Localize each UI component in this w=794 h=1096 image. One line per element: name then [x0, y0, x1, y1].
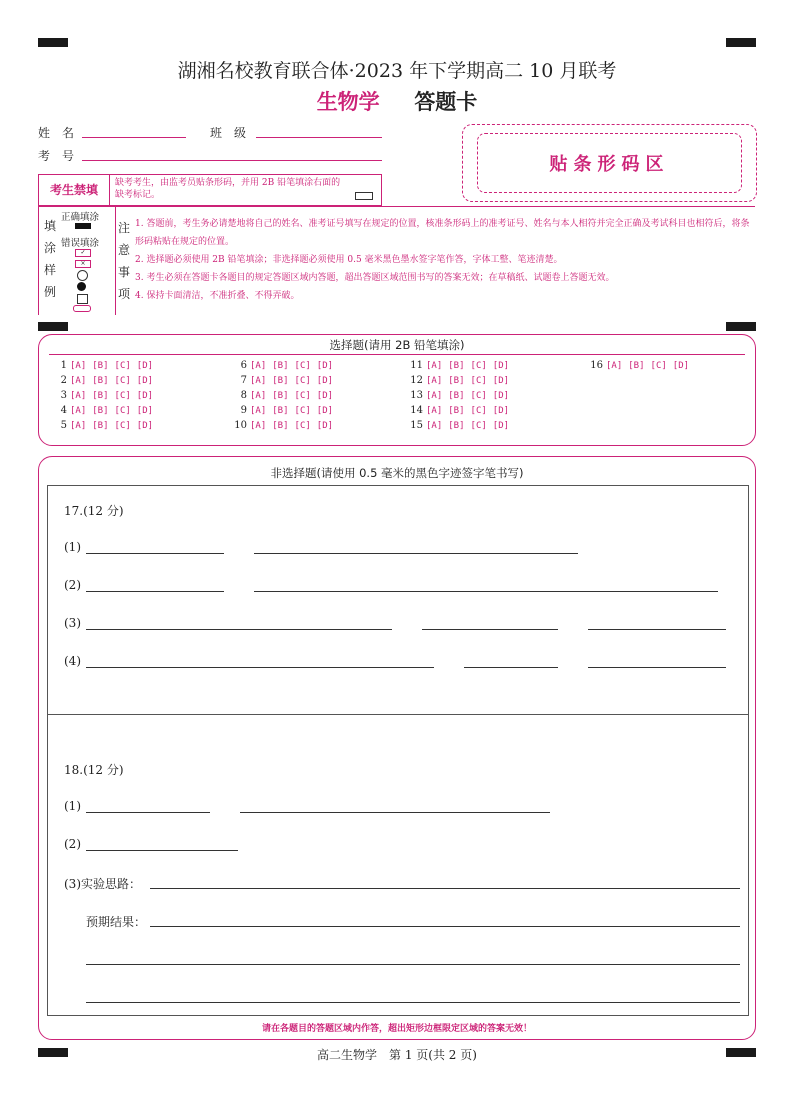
choice-bubble[interactable]: [B] — [448, 361, 465, 371]
q18-2-answer-line[interactable] — [86, 850, 238, 851]
q18-1-answer-line-b[interactable] — [240, 812, 550, 813]
q17-4-answer-line-a[interactable] — [86, 667, 434, 668]
choice-bubble[interactable]: [D] — [492, 391, 510, 401]
choice-row — [233, 420, 339, 431]
choice-bubble[interactable]: [D] — [492, 421, 510, 431]
q17-4-answer-line-c[interactable] — [588, 667, 726, 668]
choice-bubble[interactable]: [B] — [92, 406, 109, 416]
notes-label-2: 意 — [117, 243, 130, 257]
choice-bubble[interactable]: [A] — [426, 391, 443, 401]
q17-3-answer-line-a[interactable] — [86, 629, 392, 630]
q18-item-1-label: (1) — [64, 799, 81, 813]
choice-row — [233, 360, 339, 371]
choice-bubble[interactable]: [D] — [136, 391, 154, 401]
question-number: 7 — [240, 375, 247, 386]
wrong-fill-cross-icon: × — [75, 260, 91, 268]
choice-bubble[interactable]: [C] — [294, 406, 311, 416]
sample-label-4: 例 — [43, 285, 56, 299]
q18-heading: 18.(12 分) — [64, 763, 124, 777]
sample-label-1: 填 — [43, 219, 56, 233]
choice-bubble[interactable]: [C] — [114, 391, 131, 401]
choice-bubble[interactable]: [C] — [470, 361, 487, 371]
q17-item-2-label: (2) — [64, 578, 81, 592]
question-number: 10 — [234, 420, 247, 431]
page-footer: 高二生物学 第 1 页(共 2 页) — [317, 1048, 477, 1062]
class-label: 班 级 — [210, 126, 247, 140]
choice-bubble[interactable]: [B] — [92, 376, 109, 386]
choice-bubble[interactable]: [A] — [250, 391, 267, 401]
notes-label-3: 事 — [117, 265, 130, 279]
question-number: 16 — [590, 360, 603, 371]
notes-list — [135, 215, 751, 305]
q17-answer-box — [47, 485, 749, 715]
choice-bubble[interactable]: [C] — [650, 361, 667, 371]
choice-bubble[interactable]: [B] — [92, 361, 109, 371]
choice-bubble[interactable]: [C] — [114, 406, 131, 416]
question-number: 5 — [60, 420, 67, 431]
choice-bubble[interactable]: [B] — [628, 361, 645, 371]
choice-bubble[interactable]: [A] — [426, 376, 443, 386]
instructions-box — [38, 206, 755, 315]
choice-bubble[interactable]: [C] — [114, 421, 131, 431]
choice-row — [409, 375, 515, 386]
choice-bubble[interactable]: [D] — [316, 391, 334, 401]
sample-label-3: 样 — [43, 263, 56, 277]
choice-bubble[interactable]: [A] — [70, 406, 87, 416]
note-item: 3. 考生必须在答题卡各题目的规定答题区域内答题，超出答题区域范围书写的答案无效；在草稿纸、试题卷上答题无效。 — [135, 273, 615, 283]
q18-answer-box — [47, 713, 749, 1016]
choice-row — [409, 390, 515, 401]
choice-bubble[interactable]: [A] — [606, 361, 623, 371]
choice-bubble[interactable]: [A] — [70, 361, 87, 371]
q18-result-label: 预期结果： — [86, 915, 147, 929]
q18-1-answer-line-a[interactable] — [86, 812, 210, 813]
choice-bubble[interactable]: [C] — [294, 376, 311, 386]
choice-bubble[interactable]: [B] — [92, 391, 109, 401]
choice-bubble[interactable]: [C] — [114, 361, 131, 371]
question-number: 4 — [60, 405, 67, 416]
choice-bubble[interactable]: [D] — [492, 361, 510, 371]
choice-row — [233, 390, 339, 401]
question-number: 1 — [60, 360, 67, 371]
choice-row — [409, 420, 515, 431]
choice-bubble[interactable]: [A] — [250, 406, 267, 416]
choice-bubble[interactable]: [B] — [272, 421, 289, 431]
exam-title: 湖湘名校教育联合体·2023 年下学期高二 10 月联考 — [177, 60, 617, 82]
choice-row — [53, 420, 159, 431]
choice-row — [53, 375, 159, 386]
q17-3-answer-line-b[interactable] — [422, 629, 558, 630]
subject-name: 生物学 — [316, 89, 380, 114]
choice-bubble[interactable]: [D] — [136, 376, 154, 386]
choice-bubble[interactable]: [D] — [316, 406, 334, 416]
choice-bubble[interactable]: [A] — [70, 421, 87, 431]
q17-item-3-label: (3) — [64, 616, 81, 630]
q17-3-answer-line-c[interactable] — [588, 629, 726, 630]
choice-bubble[interactable]: [C] — [470, 421, 487, 431]
choice-section-title: 选择题(请用 2B 铅笔填涂) — [329, 338, 465, 352]
q17-item-1-label: (1) — [64, 540, 81, 554]
question-number: 12 — [410, 375, 423, 386]
choice-bubble[interactable]: [C] — [294, 361, 311, 371]
note-item: 2. 选择题必须使用 2B 铅笔填涂；非选择题必须使用 0.5 毫米黑色墨水签字笔作答，字体工整、笔迹清楚。 — [135, 255, 563, 265]
registration-mark — [726, 322, 756, 331]
q17-item-4-label: (4) — [64, 654, 81, 668]
choice-bubble[interactable]: [D] — [136, 421, 154, 431]
exam-number-field[interactable] — [82, 160, 382, 161]
question-number: 15 — [410, 420, 423, 431]
wrong-fill-dot-icon — [77, 282, 86, 291]
note-item: 4. 保持卡面清洁，不准折叠、不得弄破。 — [135, 291, 300, 301]
question-number: 13 — [410, 390, 423, 401]
choice-bubble[interactable]: [C] — [470, 406, 487, 416]
barcode-label: 贴条形码区 — [477, 133, 742, 193]
q17-4-answer-line-b[interactable] — [464, 667, 558, 668]
nonchoice-section — [38, 456, 756, 1040]
choice-bubble[interactable]: [B] — [448, 376, 465, 386]
choice-bubble[interactable]: [A] — [70, 391, 87, 401]
wrong-fill-check-icon: ✓ — [75, 249, 91, 257]
choice-row — [233, 375, 339, 386]
name-field[interactable] — [82, 137, 186, 138]
question-number: 3 — [60, 390, 67, 401]
q17-heading: 17.(12 分) — [64, 504, 124, 518]
q17-2-answer-line-b[interactable] — [254, 591, 718, 592]
choice-bubble[interactable]: [A] — [250, 376, 267, 386]
question-number: 6 — [240, 360, 247, 371]
correct-fill-label: 正确填涂 — [61, 212, 100, 223]
choice-bubble[interactable]: [D] — [316, 421, 334, 431]
class-field[interactable] — [256, 137, 382, 138]
q17-2-answer-line-a[interactable] — [86, 591, 224, 592]
choice-bubble[interactable]: [C] — [294, 421, 311, 431]
choice-bubble[interactable]: [C] — [470, 391, 487, 401]
choice-bubble[interactable]: [D] — [136, 406, 154, 416]
notes-label-1: 注 — [117, 221, 130, 235]
q17-1-answer-line-a[interactable] — [86, 553, 224, 554]
choice-bubble[interactable]: [A] — [426, 421, 443, 431]
question-number: 8 — [240, 390, 247, 401]
choice-section — [38, 334, 756, 446]
choice-bubble[interactable]: [B] — [448, 391, 465, 401]
q17-1-answer-line-b[interactable] — [254, 553, 578, 554]
card-label: 答题卡 — [414, 89, 478, 114]
registration-mark — [38, 322, 68, 331]
choice-bubble[interactable]: [B] — [272, 361, 289, 371]
question-number: 9 — [240, 405, 247, 416]
note-item: 1. 答题前，考生务必请楚地将自己的姓名、准考证号填写在规定的位置，核准条形码上的准考证号、姓名与本人相符并完全正确及考试科目也相符后，将条形码粘贴在规定的位置。 — [135, 219, 750, 247]
choice-bubble[interactable]: [B] — [272, 376, 289, 386]
wrong-fill-label: 错误填涂 — [61, 238, 100, 249]
choice-bubble[interactable]: [C] — [294, 391, 311, 401]
absent-label: 考生禁填 — [39, 175, 110, 205]
choice-bubble[interactable]: [C] — [470, 376, 487, 386]
choice-bubble[interactable]: [A] — [250, 421, 267, 431]
choice-bubble[interactable]: [B] — [272, 406, 289, 416]
absent-text: 缺考考生，由监考员贴条形码，并用 2B 铅笔填涂右面的缺考标记。 — [115, 178, 341, 200]
choice-bubble[interactable]: [D] — [492, 376, 510, 386]
exam-number-label: 考 号 — [38, 149, 75, 163]
choice-bubble[interactable]: [D] — [672, 361, 690, 371]
registration-mark — [726, 38, 756, 47]
choice-bubble[interactable]: [B] — [272, 391, 289, 401]
choice-row — [409, 360, 515, 371]
choice-bubble[interactable]: [A] — [426, 361, 443, 371]
choice-row — [53, 390, 159, 401]
q18-result-line[interactable] — [86, 1002, 740, 1003]
choice-bubble[interactable]: [D] — [492, 406, 510, 416]
question-number: 14 — [410, 405, 423, 416]
wrong-fill-partial-icon — [77, 294, 88, 304]
choice-bubble[interactable]: [A] — [250, 361, 267, 371]
q18-result-line[interactable] — [150, 926, 740, 927]
choice-bubble[interactable]: [B] — [448, 406, 465, 416]
choice-row — [589, 360, 695, 371]
correct-fill-sample — [75, 223, 91, 229]
card-title — [0, 86, 794, 116]
q18-item-2-label: (2) — [64, 837, 81, 851]
choice-row — [233, 405, 339, 416]
sample-label-2: 涂 — [43, 241, 56, 255]
choice-row — [53, 360, 159, 371]
notes-label-4: 项 — [117, 287, 130, 301]
choice-bubble[interactable]: [A] — [426, 406, 443, 416]
q18-result-line[interactable] — [86, 964, 740, 965]
barcode-area — [462, 124, 757, 202]
question-number: 11 — [410, 360, 423, 371]
q18-item-3-label: (3)实验思路： — [64, 877, 141, 891]
choice-bubble[interactable]: [A] — [70, 376, 87, 386]
q18-3-answer-line[interactable] — [150, 888, 740, 889]
name-label: 姓 名 — [38, 126, 75, 140]
choice-bubble[interactable]: [B] — [448, 421, 465, 431]
choice-row — [409, 405, 515, 416]
absent-mark-box[interactable] — [355, 192, 373, 200]
choice-row — [53, 405, 159, 416]
wrong-fill-oval-icon — [73, 305, 91, 312]
choice-bubble[interactable]: [B] — [92, 421, 109, 431]
boundary-warning: 请在各题目的答题区域内作答，超出矩形边框限定区域的答案无效！ — [261, 1024, 532, 1034]
nonchoice-section-title: 非选择题(请使用 0.5 毫米的黑色字迹签字笔书写) — [270, 466, 524, 480]
choice-bubble[interactable]: [D] — [316, 376, 334, 386]
question-number: 2 — [60, 375, 67, 386]
registration-mark — [38, 38, 68, 47]
wrong-fill-circle-icon — [77, 270, 88, 281]
choice-bubble[interactable]: [D] — [136, 361, 154, 371]
choice-bubble[interactable]: [D] — [316, 361, 334, 371]
absent-box — [38, 174, 382, 206]
choice-bubble[interactable]: [C] — [114, 376, 131, 386]
